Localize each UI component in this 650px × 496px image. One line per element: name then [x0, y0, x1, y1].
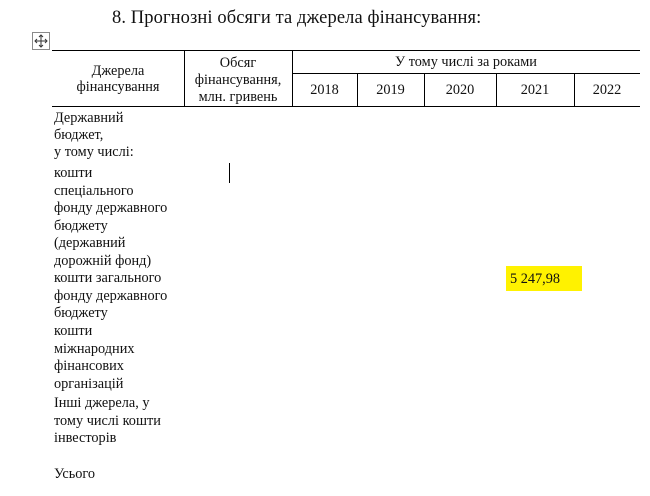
row-label-line: тому числі кошти [54, 412, 161, 429]
row-label-line: фонду державного [54, 200, 168, 216]
row-label-line: кошти [54, 323, 93, 339]
header-bottom-rule [52, 106, 640, 107]
move-arrows-icon [34, 34, 48, 48]
header-year: 2022 [592, 82, 622, 98]
row-label [54, 323, 135, 393]
row-label-line: організацій [54, 375, 124, 392]
header-year: 2020 [445, 82, 475, 98]
row-label-line: спеціального [54, 182, 134, 199]
row-label [54, 110, 134, 161]
section-heading: 8. Прогнозні обсяги та джерела фінансування: [112, 8, 482, 28]
row-label-line: кошти [54, 165, 93, 181]
header-text: фінансування, [194, 72, 282, 88]
year-value-highlighted: 5 247,98 [510, 271, 561, 287]
header-text: фінансування [76, 79, 160, 95]
row-label-line: Усього [54, 466, 96, 482]
row-label-line: бюджету [54, 217, 108, 234]
row-label-line: Інші джерела, у [54, 395, 150, 411]
row-label-line: дорожній фонд) [54, 252, 152, 269]
row-label [54, 465, 95, 484]
header-by-years: У тому числі за роками [395, 54, 537, 70]
years-group-rule [292, 73, 640, 74]
row-label [54, 165, 167, 270]
row-label-line: (державний [54, 235, 126, 251]
table-top-rule [52, 50, 640, 51]
header-text: Обсяг [219, 55, 257, 71]
header-year: 2018 [310, 82, 339, 98]
row-label-line: бюджету [54, 305, 108, 321]
row-label-line: кошти загального [54, 270, 162, 286]
table-move-handle[interactable] [32, 32, 50, 50]
row-label [54, 395, 161, 448]
header-text: млн. гривень [198, 89, 278, 105]
text-cursor [229, 163, 230, 183]
row-label [54, 270, 167, 323]
row-label-line: фонду державного [54, 287, 168, 304]
header-year: 2019 [376, 82, 405, 98]
header-text: Джерела [91, 63, 145, 79]
row-label-line: інвесторів [54, 430, 117, 446]
header-source [60, 63, 176, 95]
row-label-line: бюджет, [54, 127, 104, 143]
row-label-line: міжнародних [54, 340, 135, 357]
row-label-line: фінансових [54, 358, 124, 374]
header-year: 2021 [520, 82, 550, 98]
header-volume [184, 55, 292, 106]
row-label-line: у тому числі: [54, 144, 134, 160]
row-label-line: Державний [54, 110, 124, 126]
